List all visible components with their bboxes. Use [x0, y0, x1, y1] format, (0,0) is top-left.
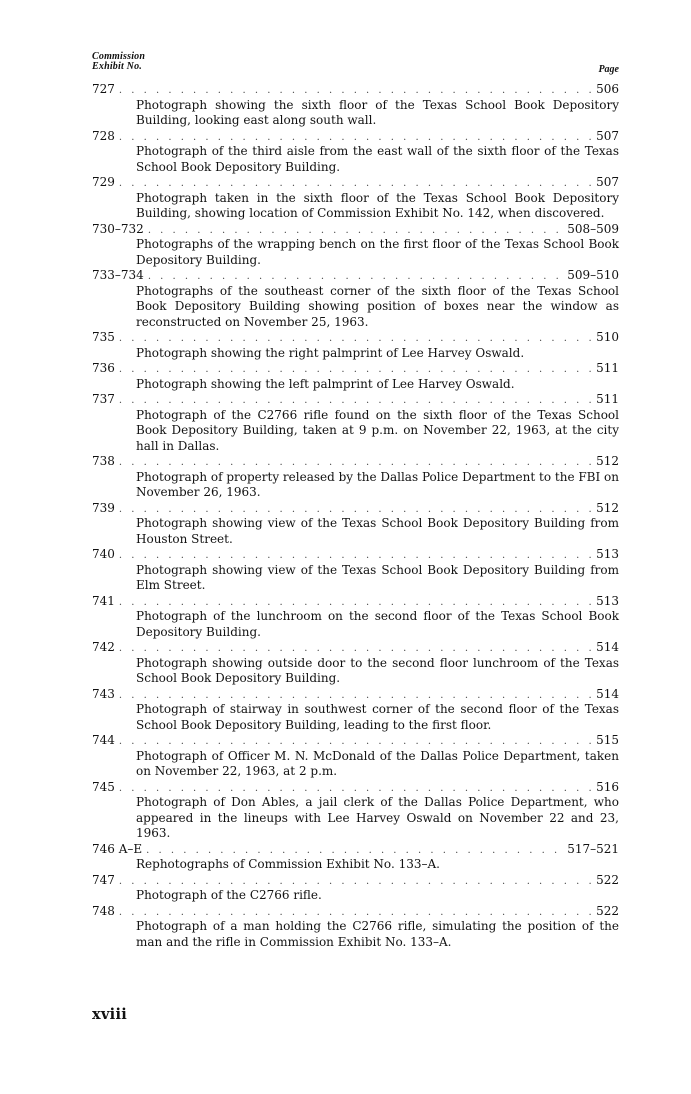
leader-dots [119, 548, 592, 564]
exhibit-entry [92, 268, 619, 330]
exhibit-description: Photograph of property released by the Dallas Police Department to the FBI on November 26, 1963. [136, 469, 620, 499]
exhibit-description: Photographs of the southeast corner of the sixth floor of the Texas School Book Depository Building showing position of boxes near the window as reconstructed on November 25, 1963. [136, 283, 619, 329]
exhibit-entry [92, 175, 619, 222]
exhibit-number: 746 A–E [92, 841, 143, 856]
exhibit-number: 736 [92, 361, 115, 375]
exhibit-number: 739 [92, 500, 115, 515]
exhibit-number: 735 [92, 330, 115, 344]
page-reference: 515 [596, 733, 619, 747]
exhibit-number: 727 [92, 82, 115, 96]
page-reference: 512 [596, 500, 619, 515]
page-reference: 522 [596, 872, 619, 887]
exhibit-entry-line [92, 687, 619, 703]
page-reference: 516 [596, 779, 619, 794]
exhibit-description: Photograph showing the sixth floor of the Texas School Book Depository Building, looking east along south wall. [136, 97, 619, 127]
exhibit-entry-line [92, 780, 619, 796]
page-reference: 513 [596, 547, 619, 561]
exhibit-number: 728 [92, 128, 115, 143]
exhibit-number: 744 [92, 733, 115, 747]
exhibit-entry-line [92, 268, 619, 284]
page-number: xviii [92, 1006, 128, 1023]
exhibit-entry [92, 780, 619, 842]
exhibit-number: 740 [92, 547, 115, 561]
page-reference: 514 [596, 640, 619, 654]
leader-dots [148, 223, 563, 239]
page-column-heading: Page [598, 64, 619, 75]
leader-dots [119, 502, 592, 518]
column-header [92, 52, 619, 82]
page-reference: 512 [596, 454, 619, 468]
exhibit-entry [92, 904, 619, 951]
leader-dots [119, 176, 592, 192]
exhibit-entry-line [92, 222, 619, 238]
page-reference: 509–510 [567, 268, 619, 282]
exhibit-index-page [92, 52, 619, 950]
exhibit-description: Photograph of the C2766 rifle. [136, 888, 322, 902]
exhibit-entry-line [92, 501, 619, 517]
exhibit-description: Photographs of the wrapping bench on the first floor of the Texas School Book Depository Building. [136, 237, 619, 267]
exhibit-number: 730–732 [92, 221, 144, 236]
leader-dots [119, 734, 592, 750]
leader-dots [119, 595, 592, 611]
exhibit-description: Photograph showing the left palmprint of Lee Harvey Oswald. [136, 376, 515, 391]
exhibit-entry-line [92, 842, 619, 858]
exhibit-description: Photograph of stairway in southwest corner of the second floor of the Texas School Book Depository Building, leading to the first floor. [136, 702, 619, 732]
exhibit-description: Photograph showing view of the Texas School Book Depository Building from Houston Street. [136, 516, 619, 546]
exhibit-entry [92, 501, 619, 548]
exhibit-description: Photograph taken in the sixth floor of the Texas School Book Depository Building, showing location of Commission Exhibit No. 142, when discovered. [136, 190, 619, 220]
exhibit-description: Rephotographs of Commission Exhibit No. 133–A. [136, 857, 440, 871]
exhibit-entry-line [92, 330, 619, 346]
leader-dots [119, 331, 592, 347]
exhibit-entry-line [92, 392, 619, 408]
leader-dots [119, 362, 592, 378]
exhibit-entry-line [92, 547, 619, 563]
page-reference: 513 [596, 593, 619, 608]
exhibit-entry-line [92, 640, 619, 656]
exhibit-number: 729 [92, 175, 115, 189]
exhibit-number: 741 [92, 593, 115, 608]
exhibit-description: Photograph of the lunchroom on the second floor of the Texas School Book Depository Building. [136, 609, 619, 639]
exhibit-entry-line [92, 175, 619, 191]
leader-dots [148, 269, 563, 285]
exhibit-entry [92, 842, 619, 873]
exhibit-description: Photograph of a man holding the C2766 rifle, simulating the position of the man and the rifle in Commission Exhibit No. 133–A. [136, 919, 619, 949]
leader-dots [119, 393, 592, 409]
page-reference: 517–521 [567, 841, 619, 856]
leader-dots [119, 641, 592, 657]
leader-dots [119, 905, 592, 921]
exhibit-number: 738 [92, 454, 115, 468]
exhibit-description: Photograph of Don Ables, a jail clerk of the Dallas Police Department, who appeared in the lineups with Lee Harvey Oswald on November 22 and 23, 1963. [136, 795, 619, 840]
exhibit-heading-line-1: Commission [92, 51, 146, 62]
page-reference: 507 [596, 175, 619, 189]
exhibit-column-heading [92, 52, 619, 72]
exhibit-entry-line [92, 129, 619, 145]
exhibit-entry-line [92, 594, 619, 610]
exhibit-number: 748 [92, 903, 115, 918]
leader-dots [119, 688, 592, 704]
leader-dots [119, 455, 592, 471]
page-reference: 507 [596, 128, 619, 143]
page-reference: 511 [596, 392, 619, 406]
page-reference: 508–509 [567, 221, 619, 236]
exhibit-list [92, 82, 619, 950]
page-reference: 510 [596, 330, 619, 344]
leader-dots [119, 781, 592, 797]
exhibit-description: Photograph showing outside door to the second floor lunchroom of the Texas School Book Depository Building. [136, 655, 619, 685]
exhibit-entry [92, 873, 619, 904]
exhibit-entry [92, 222, 619, 269]
exhibit-number: 737 [92, 392, 115, 406]
exhibit-entry [92, 594, 619, 641]
exhibit-entry [92, 547, 619, 594]
exhibit-entry [92, 640, 619, 687]
page-reference: 522 [596, 903, 619, 918]
exhibit-description: Photograph of the third aisle from the east wall of the sixth floor of the Texas School Book Depository Building. [136, 144, 619, 174]
exhibit-entry-line [92, 733, 619, 749]
exhibit-entry-line [92, 361, 619, 377]
exhibit-entry [92, 129, 619, 176]
exhibit-description: Photograph showing view of the Texas School Book Depository Building from Elm Street. [136, 562, 619, 592]
exhibit-description: Photograph showing the right palmprint of Lee Harvey Oswald. [136, 345, 525, 360]
exhibit-description: Photograph of Officer M. N. McDonald of the Dallas Police Department, taken on November 22, 1963, at 2 p.m. [136, 748, 619, 778]
exhibit-description: Photograph of the C2766 rifle found on the sixth floor of the Texas School Book Depository Building, taken at 9 p.m. on November 22, 1963, at the city hall in Dallas. [136, 407, 619, 453]
page-reference: 511 [596, 361, 619, 375]
leader-dots [119, 874, 592, 890]
exhibit-heading-line-2: Exhibit No. [92, 61, 142, 72]
exhibit-entry [92, 454, 619, 501]
leader-dots [146, 843, 563, 859]
exhibit-number: 733–734 [92, 268, 144, 282]
exhibit-entry-line [92, 904, 619, 920]
exhibit-entry [92, 392, 619, 454]
exhibit-entry [92, 330, 619, 361]
page-reference: 514 [596, 686, 619, 701]
exhibit-number: 747 [92, 872, 115, 887]
exhibit-number: 742 [92, 640, 115, 654]
leader-dots [119, 130, 592, 146]
page-reference: 506 [596, 82, 619, 96]
exhibit-number: 745 [92, 779, 115, 794]
exhibit-entry [92, 82, 619, 129]
exhibit-number: 743 [92, 686, 115, 701]
leader-dots [119, 83, 592, 99]
exhibit-entry-line [92, 454, 619, 470]
exhibit-entry [92, 687, 619, 734]
exhibit-entry [92, 361, 619, 392]
exhibit-entry-line [92, 873, 619, 889]
exhibit-entry-line [92, 82, 619, 98]
exhibit-entry [92, 733, 619, 780]
